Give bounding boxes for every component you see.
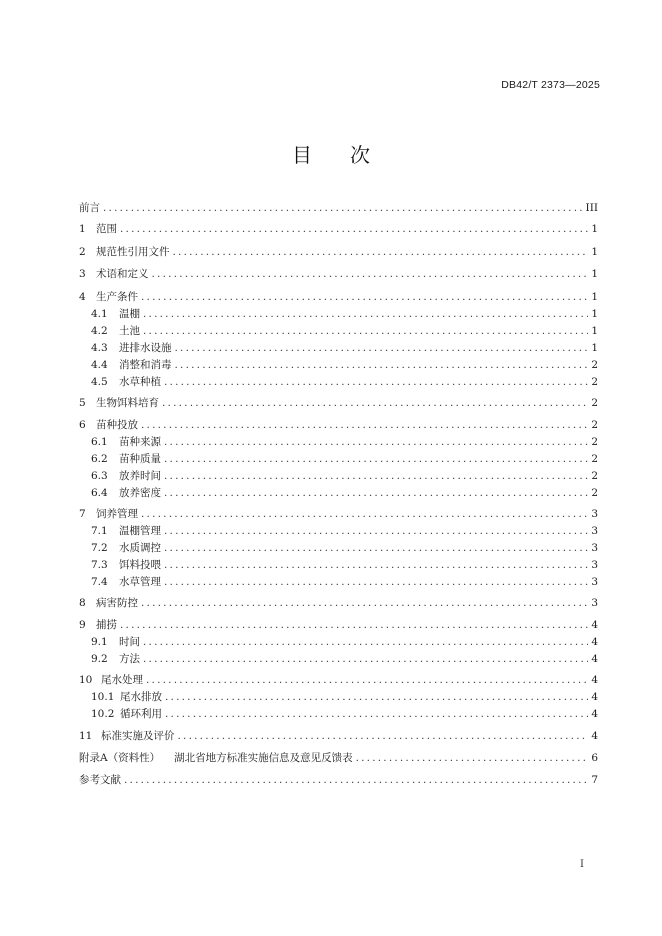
toc-entry-number: 6 [79,419,86,431]
toc-entry-title: 放养密度 [119,487,161,499]
toc-dot-leader [120,221,588,238]
toc-entry-title: 温棚 [119,308,140,320]
toc-entry-title: 参考文献 [79,774,121,786]
toc-entry-title: 苗种质量 [119,453,161,465]
toc-dot-leader [143,306,588,323]
toc-entry-title: 生产条件 [96,291,138,303]
title-char-1: 目 [292,143,312,167]
toc-entry-number: 7.2 [91,542,108,554]
toc-dot-leader [141,289,588,306]
toc-entry[interactable] [79,772,598,789]
toc-entry[interactable] [91,357,598,374]
toc-entry-title: 前言 [79,202,100,214]
toc-entry[interactable] [79,506,598,523]
toc-entry-number: 4 [79,291,86,303]
toc-dot-leader [164,574,588,591]
toc-dot-leader [164,485,588,502]
toc-entry-title: 苗种投放 [96,419,138,431]
toc-dot-leader [164,451,588,468]
toc-entry-title: 放养时间 [119,470,161,482]
toc-entry[interactable] [91,651,598,668]
toc-entry[interactable] [79,395,598,412]
toc-entry-page: 4 [591,730,598,742]
toc-dot-leader [173,244,589,261]
toc-dot-leader [165,706,588,723]
toc-entry-page: 4 [591,708,598,720]
toc-entry-number: 4.2 [91,325,108,337]
toc-entry-title: 苗种来源 [119,436,161,448]
toc-entry[interactable] [79,417,598,434]
toc-entry-page: 2 [591,376,598,388]
toc-dot-leader [164,468,588,485]
toc-entry[interactable] [79,617,598,634]
toc-entry-page: 4 [591,619,598,631]
toc-entry[interactable] [91,706,598,723]
toc-entry[interactable] [91,689,598,706]
toc-entry-title: 术语和定义 [96,268,149,280]
toc-entry-page: 1 [591,246,598,258]
toc-entry-page: 1 [591,223,598,235]
toc-entry-number: 6.1 [91,436,108,448]
toc-dot-leader [141,506,588,523]
toc-entry-page: 3 [591,559,598,571]
toc-entry[interactable] [79,289,598,306]
toc-dot-leader [124,772,588,789]
toc-entry-title: 尾水处理 [101,674,143,686]
toc-entry-title: 时间 [119,636,140,648]
toc-entry[interactable] [79,672,598,689]
toc-entry-number: 10.1 [91,691,115,703]
toc-entry[interactable] [91,574,598,591]
page-title [0,139,662,168]
toc-dot-leader [152,266,589,283]
toc-entry-number: 4.4 [91,359,108,371]
toc-entry-page: 1 [591,308,598,320]
toc-entry-page: 4 [591,636,598,648]
toc-entry-page: 1 [591,342,598,354]
toc-entry[interactable] [79,728,598,745]
toc-entry-title: 湖北省地方标准实施信息及意见反馈表 [174,752,353,764]
toc-entry[interactable] [91,451,598,468]
toc-entry-page: III [585,202,598,214]
toc-entry[interactable] [91,306,598,323]
toc-entry-title: 规范性引用文件 [96,246,170,258]
toc-entry-page: 3 [591,525,598,537]
toc-dot-leader [141,417,588,434]
toc-entry-page: 3 [591,576,598,588]
toc-entry-title: 病害防控 [96,597,138,609]
toc-entry-number: 4.5 [91,376,108,388]
toc-entry-title: 水草种植 [119,376,161,388]
toc-dot-leader [162,395,588,412]
toc-dot-leader [143,323,588,340]
toc-entry[interactable] [91,468,598,485]
toc-entry-title: 水草管理 [119,576,161,588]
toc-entry-number: 7.1 [91,525,108,537]
toc-dot-leader [175,340,589,357]
toc-entry-title: 尾水排放 [120,691,162,703]
toc-entry[interactable] [91,634,598,651]
toc-entry-title: 饵料投喂 [119,559,161,571]
toc-entry-number: 9.2 [91,653,108,665]
toc-entry-page: 2 [591,419,598,431]
toc-entry-title: 方法 [119,653,140,665]
toc-dot-leader [143,634,588,651]
toc-entry[interactable] [79,221,598,238]
toc-entry-number: 6.3 [91,470,108,482]
toc-entry-page: 2 [591,436,598,448]
toc-entry-page: 1 [591,325,598,337]
toc-entry[interactable] [91,340,598,357]
toc-entry-number: 10 [79,674,93,686]
toc-entry-page: 3 [591,508,598,520]
toc-dot-leader [164,374,588,391]
toc-entry[interactable] [79,244,598,261]
toc-entry-number: 8 [79,597,86,609]
toc-entry-page: 3 [591,542,598,554]
toc-entry-title: 消整和消毒 [119,359,172,371]
toc-dot-leader [141,595,588,612]
toc-entry-title: 标准实施及评价 [101,730,175,742]
toc-entry-title: 土池 [119,325,140,337]
toc-entry-title: 进排水设施 [119,342,172,354]
toc-entry-number: 7.3 [91,559,108,571]
toc-entry[interactable] [79,266,598,283]
toc-entry-page: 4 [591,674,598,686]
toc-entry-page: 1 [591,291,598,303]
toc-entry-page: 2 [591,453,598,465]
toc-entry-number: 1 [79,223,86,235]
toc-entry-page: 2 [591,359,598,371]
toc-entry-number: 6.2 [91,453,108,465]
toc-dot-leader [120,617,588,634]
toc-entry-title: 捕捞 [96,619,117,631]
toc-entry-number: 11 [79,730,93,742]
toc-entry-title: 范围 [96,223,117,235]
toc-entry[interactable] [79,200,598,217]
toc-dot-leader [178,728,589,745]
toc-entry[interactable] [91,523,598,540]
toc-entry[interactable] [91,540,598,557]
toc-dot-leader [164,557,588,574]
toc-dot-leader [103,200,583,217]
toc-entry-title: 温棚管理 [119,525,161,537]
toc-entry-number: 7.4 [91,576,108,588]
toc-entry-number: 6.4 [91,487,108,499]
toc-entry[interactable] [91,485,598,502]
toc-entry-title: 饲养管理 [96,508,138,520]
toc-entry-number: 2 [79,246,86,258]
toc-entry[interactable] [79,750,598,767]
toc-entry-page: 1 [591,268,598,280]
toc-entry-number: 附录A（资料性） [79,752,161,764]
toc-entry-number: 4.3 [91,342,108,354]
toc-dot-leader [143,651,588,668]
toc-dot-leader [164,523,588,540]
toc-entry-page: 3 [591,597,598,609]
toc-dot-leader [165,689,588,706]
toc-dot-leader [356,750,589,767]
toc-dot-leader [146,672,588,689]
document-code: DB42/T 2373—2025 [501,79,600,91]
toc-dot-leader [175,357,589,374]
toc-entry-number: 10.2 [91,708,115,720]
toc-entry-number: 9 [79,619,86,631]
toc-entry-page: 2 [591,487,598,499]
toc-entry[interactable] [91,323,598,340]
toc-entry-page: 6 [591,752,598,764]
toc-entry-title: 循环利用 [120,708,162,720]
toc-dot-leader [164,434,588,451]
toc-entry-number: 3 [79,268,86,280]
toc-entry-title: 生物饵料培育 [96,397,159,409]
toc-entry-page: 7 [591,774,598,786]
toc-entry-number: 5 [79,397,86,409]
toc-entry-page: 4 [591,691,598,703]
toc-entry-number: 9.1 [91,636,108,648]
toc-entry-page: 2 [591,470,598,482]
toc-entry[interactable] [79,595,598,612]
toc-entry-number: 7 [79,508,86,520]
toc-dot-leader [164,540,588,557]
title-char-2: 次 [350,143,370,167]
toc-entry[interactable] [91,434,598,451]
toc-entry[interactable] [91,557,598,574]
page-number: I [580,859,584,870]
toc-entry-page: 4 [591,653,598,665]
toc-entry[interactable] [91,374,598,391]
toc-entry-number: 4.1 [91,308,108,320]
toc-entry-page: 2 [591,397,598,409]
toc-entry-title: 水质调控 [119,542,161,554]
